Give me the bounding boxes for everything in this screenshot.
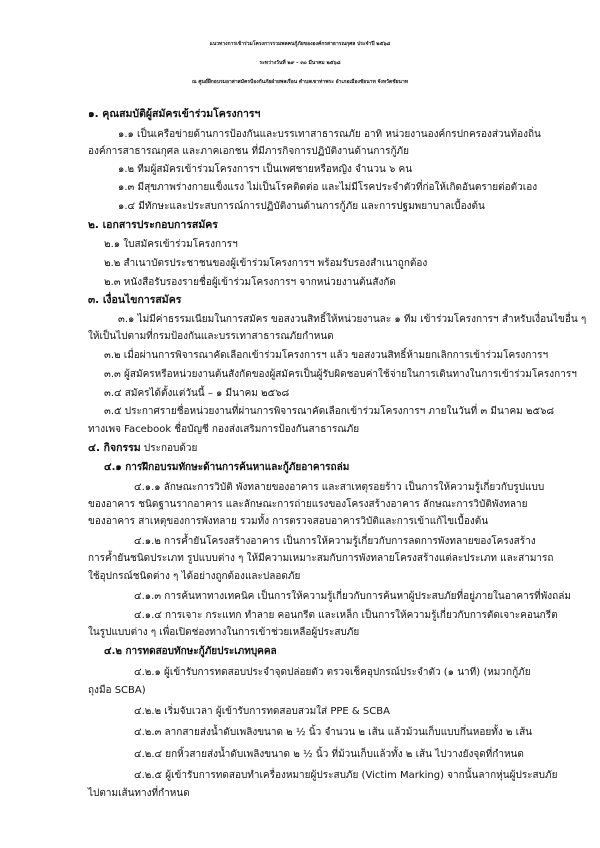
item-4-1-1-line-1: ๔.๑.๑ ลักษณะการวิบัติ พังทลายของอาคาร และสาเหตุรอยร้าว เป็นการให้ความรู้เกี่ยวกับรูปแบบ — [134, 482, 545, 493]
section-1-item-2: ๑.๒ ทีมผู้สมัครเข้าร่วมโครงการฯ เป็นเพศชายหรือหญิง จำนวน ๖ คน — [118, 164, 413, 175]
section-1-item-1-line-1: ๑.๑ เป็นเครือข่ายด้านการป้องกันและบรรเทาสาธารณภัย อาทิ หน่วยงานองค์กรปกครองส่วนท้องถิ่น — [118, 129, 541, 140]
item-4-2-4: ๔.๒.๔ ยกหิ้วสายส่งน้ำดับเพลิงขนาด ๒ ½ นิ้ว ที่ม้วนเก็บแล้วทั้ง ๒ เส้น ไปวางยังจุดที่กำหนด — [134, 749, 524, 760]
section-2-item-2: ๒.๒ สำเนาบัตรประชาชนของผู้เข้าร่วมโครงการฯ พร้อมรับรองสำเนาถูกต้อง — [104, 258, 428, 269]
section-3-item-1-line-1: ๓.๑ ไม่มีค่าธรรมเนียมในการสมัคร ขอสงวนสิทธิ์ให้หน่วยงานละ ๑ ทีม เข้าร่วมโครงการฯ สำหรับเงื่อนไขอื่น ๆ — [118, 314, 587, 325]
item-4-1-2-line-3: ใช้อุปกรณ์ชนิดต่าง ๆ ได้อย่างถูกต้องและปลอดภัย — [88, 571, 301, 582]
section-3-item-4: ๓.๔ สมัครได้ตั้งแต่วันนี้ – ๑ มีนาคม ๒๕๖๘ — [104, 388, 290, 399]
section-2-heading: ๒. เอกสารประกอบการสมัคร — [88, 219, 218, 231]
document-venue: ณ ศูนย์ฝึกอบรมอาสาสมัครป้องกันภัยฝ่ายพลเรือน ตำบลเขาท่าพระ อำเภอเมืองชัยนาท จังหวัดชัยนาท — [191, 79, 409, 85]
section-3-item-5-line-1: ๓.๕ ประกาศรายชื่อหน่วยงานที่ผ่านการพิจารณาคัดเลือกเข้าร่วมโครงการฯ ภายในวันที่ ๓ มีนาคม ๒๕๖๘ — [104, 406, 555, 417]
item-4-1-1-line-3: ของอาคาร สาเหตุของการพังทลาย รวมทั้ง การตรวจสอบอาคารวิบัติและการเข้าแก้ไขเบื้องต้น — [88, 516, 489, 527]
item-4-2-5-line-1: ๔.๒.๕ ผู้เข้ารับการทดสอบทำเครื่องหมายผู้ประสบภัย (Victim Marking) จากนั้นลากหุ่นผู้ประสบภัย — [134, 770, 558, 781]
item-4-1-4-line-2: ในรูปแบบต่าง ๆ เพื่อเปิดช่องทางในการเข้าช่วยเหลือผู้ประสบภัย — [88, 627, 360, 638]
item-4-1-4-line-1: ๔.๑.๔ การเจาะ กระแทก ทำลาย คอนกรีต และเหล็ก เป็นการให้ความรู้เกี่ยวกับการตัดเจาะคอนกรีต — [134, 610, 558, 621]
section-3-item-3: ๓.๓ ผู้สมัครหรือหน่วยงานต้นสังกัดของผู้สมัครเป็นผู้รับผิดชอบค่าใช้จ่ายในการเดินทางในการเข้าร่วมโครงการฯ — [104, 369, 577, 380]
item-4-2-1-line-2: ถุงมือ SCBA) — [88, 685, 146, 696]
subsection-4-2-heading: ๔.๒ การทดสอบทักษะกู้ภัยประเภทบุคคล — [104, 646, 277, 657]
item-4-1-2-line-2: การค้ำยันชนิดประเภท รูปแบบต่าง ๆ ให้มีความเหมาะสมกับการพังทลายโครงสร้างแต่ละประเภท และสามารถ — [88, 553, 554, 564]
item-4-2-5-line-2: ไปตามเส้นทางที่กำหนด — [88, 788, 190, 799]
section-1-item-4: ๑.๔ มีทักษะและประสบการณ์การปฏิบัติงานด้านการกู้ภัย และการปฐมพยาบาลเบื้องต้น — [118, 201, 485, 212]
item-4-2-1-line-1: ๔.๒.๑ ผู้เข้ารับการทดสอบประจำจุดปล่อยตัว ตรวจเช็คอุปกรณ์ประจำตัว (๑ นาที) (หมวกกู้ภัย — [134, 667, 531, 678]
section-1-item-1-line-2: องค์การสาธารณกุศล และภาคเอกชน ที่มีภารกิจการปฏิบัติงานด้านการกู้ภัย — [88, 146, 409, 157]
section-3-item-1-line-2: ให้เป็นไปตามที่กรมป้องกันและบรรเทาสาธารณภัยกำหนด — [88, 331, 334, 342]
section-4-title: ๔. กิจกรรม — [88, 442, 141, 454]
section-3-heading: ๓. เงื่อนไขการสมัคร — [88, 294, 182, 306]
document-title: แนวทางการเข้าร่วมโครงการรวมพลคนกู้ภัยขององค์กรสาธารณกุศล ประจำปี ๒๕๖๘ — [209, 41, 391, 47]
item-4-1-3: ๔.๑.๓ การค้นหาทางเทคนิค เป็นการให้ความรู้เกี่ยวกับการค้นหาผู้ประสบภัยที่อยู่ภายในอาคารที่พังถล่ม — [134, 591, 571, 602]
section-3-item-5-line-2: ทางเพจ Facebook ชื่อบัญชี กองส่งเสริมการป้องกันสาธารณภัย — [88, 424, 360, 435]
section-1-item-3: ๑.๓ มีสุขภาพร่างกายแข็งแรง ไม่เป็นโรคติดต่อ และไม่มีโรคประจำตัวที่ก่อให้เกิดอันตรายต่อตัวเอง — [118, 182, 538, 193]
section-4-heading — [88, 442, 197, 455]
item-4-2-3: ๔.๒.๓ ลากสายส่งน้ำดับเพลิงขนาด ๒ ½ นิ้ว จำนวน ๒ เส้น แล้วม้วนเก็บแบบกึ่นหอยทั้ง ๒ เส้น — [134, 727, 533, 738]
section-2-item-3: ๒.๓ หนังสือรับรองรายชื่อผู้เข้าร่วมโครงการฯ จากหน่วยงานต้นสังกัด — [104, 277, 396, 288]
subsection-4-1-heading: ๔.๑ การฝึกอบรมทักษะด้านการค้นหาและกู้ภัยอาคารถล่ม — [104, 462, 350, 473]
item-4-2-2: ๔.๒.๒ เริ่มจับเวลา ผู้เข้ารับการทดสอบสวมใส่ PPE & SCBA — [134, 706, 390, 717]
section-4-title-rest: ประกอบด้วย — [140, 443, 198, 454]
section-2-item-1: ๒.๑ ใบสมัครเข้าร่วมโครงการฯ — [104, 239, 238, 250]
document-date-range: ระหว่างวันที่ ๒๙ – ๓๐ มีนาคม ๒๕๖๘ — [259, 60, 341, 66]
section-3-item-2: ๓.๒ เมื่อผ่านการพิจารณาคัดเลือกเข้าร่วมโครงการฯ แล้ว ขอสงวนสิทธิ์ห้ามยกเลิกการเข้าร่วมโครงการฯ — [104, 350, 549, 361]
item-4-1-2-line-1: ๔.๑.๒ การค้ำยันโครงสร้างอาคาร เป็นการให้ความรู้เกี่ยวกับการลดการพังทลายของโครงสร้าง — [134, 536, 536, 547]
section-1-heading: ๑. คุณสมบัติผู้สมัครเข้าร่วมโครงการฯ — [88, 108, 261, 120]
item-4-1-1-line-2: ของอาคาร ชนิดฐานรากอาคาร และลักษณะการถ่ายแรงของโครงสร้างอาคาร ลักษณะการวิบัติพังทลาย — [88, 499, 528, 510]
